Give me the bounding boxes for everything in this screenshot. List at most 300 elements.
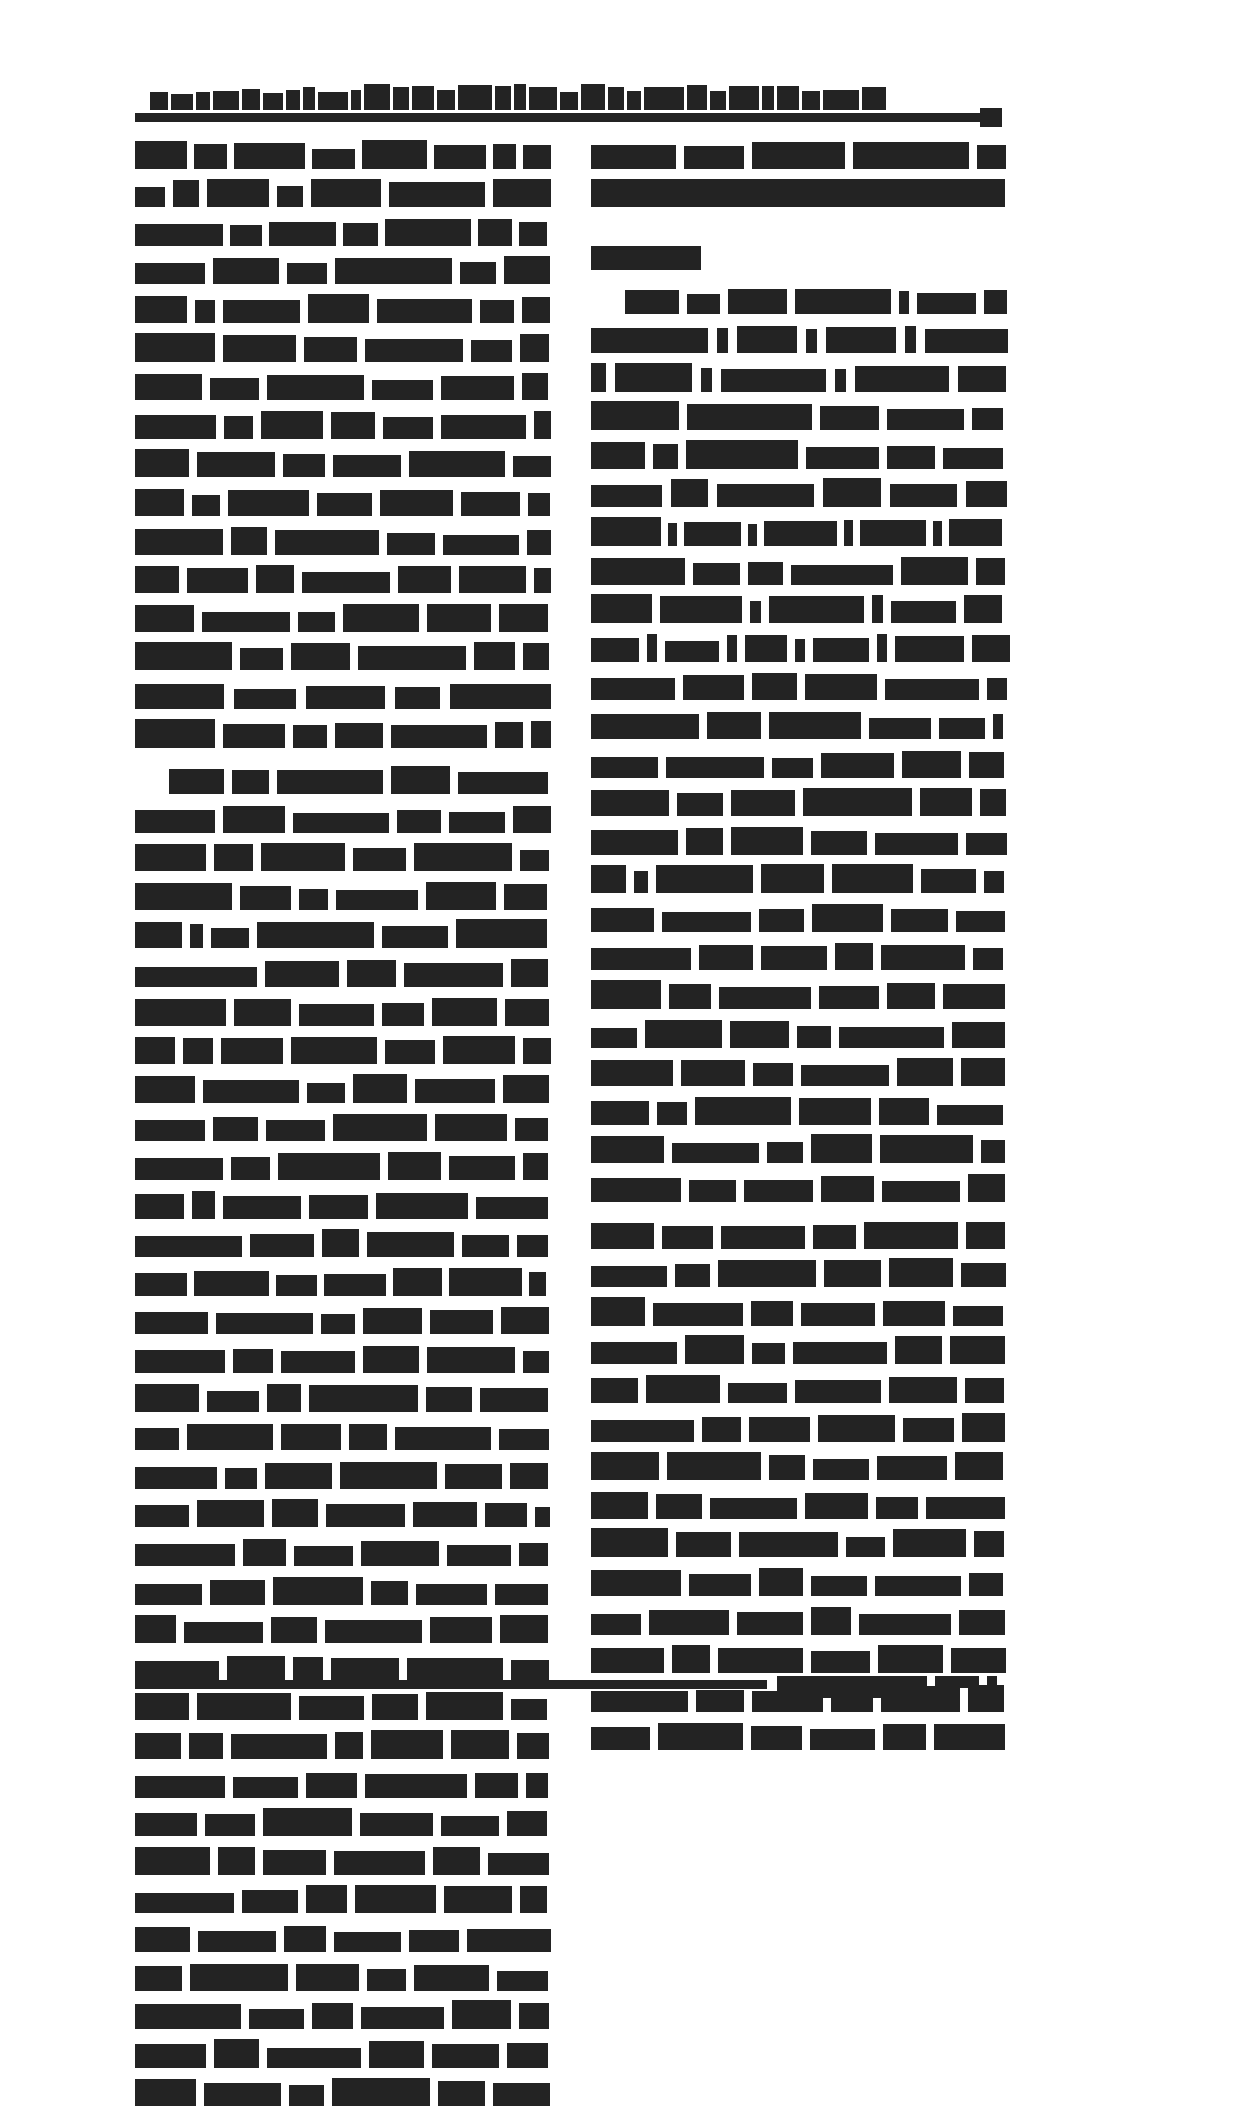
- redacted-word: [684, 522, 741, 546]
- redacted-word: [748, 524, 757, 546]
- redacted-word: [293, 813, 389, 833]
- line-bars: [135, 1964, 549, 1991]
- redacted-word: [234, 143, 305, 169]
- redacted-word: [531, 721, 551, 748]
- line-bars: [135, 333, 549, 362]
- redacted-word: [427, 1347, 515, 1373]
- redacted-word: [372, 380, 433, 400]
- redacted-text-line: [591, 631, 1005, 670]
- redacted-paragraph: [591, 138, 1005, 215]
- redacted-word: [443, 535, 519, 555]
- redacted-word: [591, 757, 658, 778]
- redacted-text-line: [135, 485, 549, 524]
- redacted-text-line: [135, 408, 549, 447]
- line-bars: [591, 1174, 1005, 1202]
- redacted-word: [474, 642, 515, 670]
- redacted-word: [360, 1813, 433, 1836]
- line-bars: [135, 527, 549, 555]
- line-bars: [591, 1492, 1005, 1519]
- redacted-word: [216, 1313, 313, 1334]
- line-bars: [591, 179, 1005, 207]
- redacted-text-line: [591, 1488, 1005, 1527]
- redacted-word: [135, 141, 187, 169]
- redacted-word: [355, 1885, 436, 1913]
- redacted-word: [749, 1417, 810, 1442]
- redacted-word: [811, 831, 867, 855]
- line-bars: [591, 1528, 1005, 1557]
- redacted-word: [921, 869, 976, 893]
- redacted-word: [891, 601, 956, 623]
- redacted-word: [901, 557, 968, 585]
- redacted-word: [950, 1336, 1005, 1364]
- line-bars: [135, 998, 549, 1026]
- redacted-word: [972, 408, 1003, 430]
- redacted-word: [211, 928, 249, 948]
- line-bars: [135, 1847, 549, 1875]
- redacted-word: [513, 456, 551, 477]
- redacted-text-line: [135, 1728, 549, 1767]
- redacted-word: [981, 1140, 1005, 1163]
- redacted-word: [267, 2048, 361, 2068]
- redacted-word: [810, 1729, 875, 1750]
- line-bars: [591, 142, 1005, 169]
- redacted-text-line: [591, 863, 1005, 902]
- page-footer: [135, 1676, 1000, 1716]
- redacted-word: [801, 1303, 875, 1326]
- redacted-word: [591, 363, 606, 392]
- redacted-text-line: [135, 1420, 549, 1459]
- redacted-text-line: [135, 1574, 549, 1613]
- redacted-text-line: [135, 802, 549, 841]
- line-bars: [591, 557, 1005, 585]
- line-bars: [591, 1058, 1005, 1086]
- redacted-word: [591, 1727, 650, 1750]
- header-title-word: [263, 93, 283, 110]
- redacted-word: [243, 1539, 286, 1566]
- redacted-text-line: [135, 1304, 549, 1343]
- redacted-word: [312, 2003, 353, 2029]
- redacted-word: [591, 980, 661, 1009]
- redacted-word: [135, 1776, 225, 1798]
- redacted-word: [331, 412, 375, 439]
- redacted-text-line: [135, 1767, 549, 1806]
- redacted-text-line: [591, 1218, 1005, 1257]
- redacted-word: [231, 527, 267, 555]
- redacted-word: [135, 1505, 189, 1527]
- redacted-word: [240, 648, 283, 670]
- redacted-text-line: [135, 1458, 549, 1497]
- redacted-word: [311, 179, 381, 207]
- redacted-text-line: [135, 1381, 549, 1420]
- redacted-word: [591, 1570, 681, 1596]
- line-bars: [135, 1152, 549, 1180]
- redacted-word: [190, 924, 203, 948]
- redacted-word: [312, 149, 355, 169]
- redacted-word: [223, 1196, 301, 1219]
- redacted-word: [727, 635, 737, 662]
- redacted-word: [135, 1194, 184, 1219]
- redacted-word: [358, 646, 466, 670]
- redacted-word: [666, 757, 764, 778]
- redacted-word: [450, 684, 551, 709]
- line-bars: [135, 684, 549, 709]
- redacted-word: [265, 1463, 332, 1489]
- redacted-word: [880, 1135, 973, 1163]
- redacted-word: [197, 1500, 264, 1527]
- redacted-text-line: [135, 601, 549, 640]
- redacted-word: [966, 481, 1007, 507]
- header-title-word: [608, 87, 624, 110]
- redacted-word: [955, 1452, 1003, 1480]
- redacted-word: [369, 2041, 424, 2068]
- redacted-word: [662, 912, 751, 932]
- line-bars: [591, 363, 1005, 392]
- redacted-word: [591, 790, 669, 816]
- line-bars: [591, 1020, 1005, 1048]
- line-bars: [591, 440, 1005, 469]
- redacted-word: [527, 530, 551, 555]
- redacted-word: [449, 812, 505, 833]
- redacted-word: [821, 1176, 874, 1202]
- redacted-word: [391, 725, 487, 748]
- redacted-word: [476, 1197, 548, 1219]
- redacted-word: [306, 1885, 347, 1913]
- redacted-word: [207, 179, 269, 207]
- redacted-text-line: [135, 956, 549, 995]
- redacted-word: [267, 1384, 301, 1412]
- redacted-word: [493, 2083, 550, 2106]
- header-title-word: [213, 91, 239, 110]
- line-bars: [591, 1258, 1005, 1287]
- redacted-word: [761, 946, 827, 970]
- redacted-word: [135, 1350, 225, 1373]
- redacted-word: [382, 926, 448, 948]
- redacted-word: [972, 635, 1010, 662]
- redacted-text-line: [591, 177, 1005, 216]
- redacted-word: [799, 1098, 871, 1125]
- line-bars: [591, 788, 1005, 816]
- redacted-word: [891, 909, 948, 932]
- line-bars: [625, 289, 1005, 314]
- redacted-word: [361, 2007, 444, 2029]
- redacted-word: [287, 263, 327, 284]
- line-bars: [591, 1097, 1005, 1125]
- redacted-word: [263, 1808, 352, 1836]
- redacted-text-line: [591, 1720, 1005, 1759]
- line-bars: [135, 1730, 549, 1759]
- redacted-word: [751, 1301, 793, 1326]
- redacted-word: [488, 1853, 549, 1875]
- redacted-word: [441, 1816, 499, 1836]
- redacted-word: [668, 523, 677, 546]
- redacted-word: [717, 484, 814, 507]
- redacted-word: [702, 1417, 741, 1442]
- redacted-word: [671, 479, 708, 507]
- redacted-word: [658, 1723, 743, 1750]
- redacted-word: [230, 225, 262, 246]
- redacted-word: [591, 830, 678, 855]
- redacted-word: [977, 145, 1006, 169]
- redacted-text-line: [135, 1960, 549, 1999]
- redacted-word: [433, 1847, 480, 1875]
- redacted-word: [591, 179, 1005, 207]
- redacted-word: [646, 1375, 720, 1403]
- redacted-text-line: [135, 879, 549, 918]
- redacted-word: [520, 334, 549, 362]
- redacted-word: [434, 145, 486, 169]
- redacted-word: [449, 1268, 522, 1296]
- redacted-text-line: [135, 1497, 549, 1536]
- redacted-word: [750, 601, 761, 623]
- redacted-word: [522, 297, 550, 323]
- line-bars: [135, 256, 549, 284]
- redacted-word: [135, 2044, 206, 2068]
- redacted-word: [414, 1965, 489, 1991]
- redacted-word: [298, 612, 335, 632]
- redacted-word: [302, 572, 390, 593]
- redacted-text-line: [591, 1450, 1005, 1489]
- redacted-word: [353, 1074, 407, 1103]
- line-bars: [135, 1499, 549, 1527]
- line-bars: [135, 1229, 549, 1257]
- redacted-word: [519, 222, 547, 246]
- redacted-word: [795, 1380, 881, 1403]
- redacted-word: [591, 1378, 638, 1403]
- redacted-word: [959, 1610, 1005, 1635]
- redacted-word: [534, 568, 551, 593]
- redacted-word: [846, 1537, 885, 1557]
- header-title-word: [560, 92, 578, 110]
- redacted-word: [398, 566, 451, 593]
- line-bars: [135, 1462, 549, 1489]
- redacted-word: [645, 1020, 722, 1048]
- line-bars: [591, 1375, 1005, 1403]
- redacted-word: [699, 945, 753, 970]
- redacted-word: [819, 986, 879, 1009]
- redacted-word: [263, 1850, 326, 1875]
- redacted-word: [135, 333, 215, 362]
- line-bars: [135, 1615, 549, 1643]
- redacted-word: [956, 911, 1005, 932]
- redacted-word: [899, 291, 909, 314]
- redacted-word: [444, 1886, 512, 1913]
- redacted-word: [925, 329, 1008, 353]
- redacted-text-line: [135, 1111, 549, 1150]
- redacted-word: [409, 451, 505, 477]
- header-title-word: [303, 87, 315, 110]
- redacted-word: [184, 1622, 263, 1643]
- header-title-word: [364, 84, 390, 110]
- redacted-word: [308, 294, 369, 323]
- redacted-word: [223, 335, 296, 362]
- redacted-word: [135, 1158, 223, 1180]
- line-bars: [135, 373, 549, 400]
- redacted-word: [517, 1235, 548, 1257]
- redacted-word: [414, 843, 512, 871]
- redacted-word: [275, 530, 379, 555]
- redacted-word: [926, 1497, 1005, 1519]
- redacted-text-line: [591, 1565, 1005, 1604]
- redacted-word: [634, 871, 648, 893]
- redacted-text-line: [591, 361, 1005, 400]
- redacted-word: [943, 984, 1005, 1009]
- redacted-word: [647, 634, 657, 662]
- redacted-word: [881, 945, 965, 970]
- redacted-word: [890, 484, 957, 507]
- redacted-word: [291, 1037, 377, 1064]
- redacted-word: [503, 1075, 549, 1103]
- redacted-word: [371, 1730, 443, 1759]
- redacted-word: [523, 1351, 549, 1373]
- redacted-word: [591, 517, 661, 546]
- redacted-word: [304, 337, 357, 362]
- redacted-word: [135, 1236, 242, 1257]
- redacted-text-line: [135, 331, 549, 370]
- redacted-text-line: [591, 477, 1005, 516]
- redacted-word: [813, 638, 869, 662]
- redacted-word: [480, 1388, 548, 1412]
- line-bars: [591, 517, 1005, 546]
- redacted-word: [823, 478, 881, 507]
- redacted-paragraph: [135, 138, 549, 756]
- redacted-word: [432, 2044, 499, 2068]
- redacted-word: [961, 1058, 1005, 1086]
- redacted-text-line: [591, 1334, 1005, 1373]
- redacted-word: [135, 922, 182, 948]
- redacted-word: [205, 1814, 255, 1836]
- redacted-word: [135, 1467, 217, 1489]
- redacted-text-line: [135, 1535, 549, 1574]
- footer-note-word: [987, 1676, 997, 1688]
- redacted-word: [277, 186, 303, 207]
- redacted-text-line: [591, 138, 1005, 177]
- redacted-word: [240, 886, 291, 910]
- redacted-word: [961, 1263, 1006, 1287]
- redacted-word: [467, 1929, 551, 1952]
- redacted-word: [968, 1174, 1005, 1202]
- redacted-word: [615, 363, 692, 392]
- redacted-text-line: [135, 678, 549, 717]
- redacted-word: [821, 753, 894, 778]
- redacted-word: [395, 1427, 491, 1450]
- redacted-text-line: [591, 824, 1005, 863]
- header-title-word: [318, 92, 348, 110]
- redacted-word: [504, 884, 547, 910]
- redacted-word: [877, 634, 887, 662]
- redacted-text-line: [135, 717, 549, 756]
- redacted-word: [135, 489, 184, 516]
- line-bars: [135, 882, 549, 910]
- redacted-word: [367, 1232, 454, 1257]
- line-bars: [169, 766, 549, 794]
- redacted-word: [897, 1058, 953, 1086]
- redacted-word: [974, 1531, 1004, 1557]
- redacted-word: [987, 678, 1007, 700]
- redacted-word: [969, 752, 1004, 778]
- redacted-word: [872, 595, 883, 623]
- redacted-word: [340, 1462, 437, 1489]
- redacted-word: [426, 882, 496, 910]
- redacted-word: [772, 758, 813, 778]
- footer-rule: [135, 1680, 767, 1689]
- redacted-word: [190, 1964, 288, 1991]
- redacted-word: [591, 594, 652, 623]
- redacted-word: [860, 520, 926, 546]
- redacted-text-line: [591, 322, 1005, 361]
- line-bars: [135, 1773, 549, 1798]
- line-bars: [135, 2000, 549, 2029]
- redacted-word: [523, 145, 551, 169]
- line-bars: [135, 294, 549, 323]
- line-bars: [135, 1191, 549, 1219]
- redacted-word: [855, 366, 949, 392]
- header-title-word: [412, 86, 434, 110]
- redacted-word: [591, 1136, 664, 1163]
- redacted-word: [672, 1645, 710, 1673]
- footer-note-word: [935, 1676, 979, 1688]
- redacted-word: [767, 1142, 803, 1163]
- redacted-word: [591, 865, 626, 893]
- redacted-word: [591, 1178, 681, 1202]
- header-title-word: [351, 90, 361, 110]
- redacted-word: [718, 1648, 803, 1673]
- redacted-text-line: [135, 1844, 549, 1883]
- line-bars: [591, 1134, 1005, 1163]
- redacted-word: [656, 865, 753, 893]
- redacted-word: [826, 327, 896, 353]
- redacted-word: [676, 1532, 731, 1557]
- redacted-word: [198, 1931, 276, 1952]
- redacted-word: [234, 999, 291, 1026]
- redacted-word: [499, 1429, 549, 1450]
- redacted-word: [221, 1038, 283, 1064]
- redacted-text-line: [591, 786, 1005, 825]
- redacted-word: [266, 1120, 325, 1141]
- redacted-word: [307, 1083, 345, 1103]
- redacted-word: [389, 182, 485, 207]
- redacted-word: [591, 1420, 694, 1442]
- redacted-word: [309, 1195, 368, 1219]
- redacted-word: [939, 718, 985, 739]
- redacted-word: [281, 1351, 355, 1373]
- redacted-text-line: [591, 978, 1005, 1017]
- header-title-word: [710, 91, 726, 110]
- redacted-word: [591, 328, 708, 353]
- redacted-word: [591, 1492, 648, 1519]
- redacted-word: [520, 1886, 547, 1913]
- redacted-word: [751, 1726, 802, 1750]
- line-bars: [135, 642, 549, 670]
- redacted-word: [657, 1102, 687, 1125]
- line-bars: [135, 489, 549, 516]
- redacted-word: [667, 1452, 761, 1480]
- redacted-text-line: [591, 1094, 1005, 1133]
- redacted-word: [135, 566, 179, 593]
- line-bars: [591, 594, 1005, 623]
- redacted-word: [728, 1383, 787, 1403]
- redacted-word: [495, 722, 523, 748]
- redacted-word: [707, 712, 761, 739]
- redacted-word: [173, 180, 199, 207]
- redacted-word: [324, 1274, 386, 1296]
- redacted-text-line: [135, 1188, 549, 1227]
- redacted-word: [591, 1342, 677, 1364]
- header-title-word: [862, 87, 886, 110]
- redacted-word: [334, 1851, 425, 1875]
- line-bars: [591, 634, 1005, 662]
- redacted-word: [591, 1648, 664, 1673]
- line-bars: [591, 751, 1005, 778]
